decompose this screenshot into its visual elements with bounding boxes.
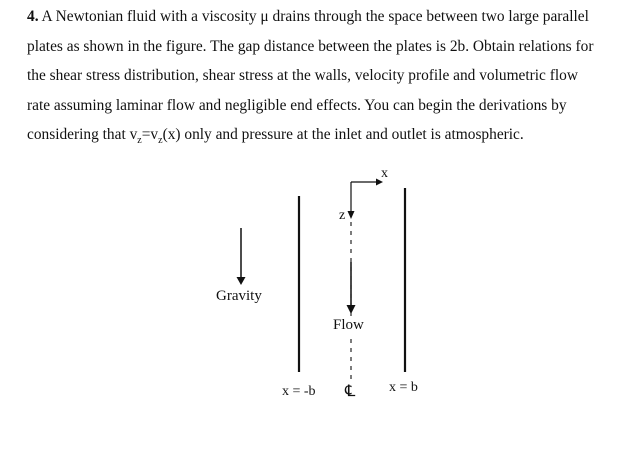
- x-axis-label: x: [381, 166, 388, 181]
- flow-arrow: [347, 262, 356, 314]
- problem-number: 4.: [27, 8, 39, 25]
- z-axis-arrow: [348, 182, 355, 219]
- gravity-label: Gravity: [216, 288, 262, 304]
- problem-line-1: 4. A Newtonian fluid with a viscosity μ drains through the space between two large parallel: [27, 8, 589, 25]
- problem-line-4: rate assuming laminar flow and negligible end effects. You can begin the derivations by: [27, 96, 567, 114]
- centerline-symbol: ℄: [345, 383, 356, 400]
- flow-label: Flow: [333, 317, 364, 333]
- problem-line-2: plates as shown in the figure. The gap distance between the plates is 2b. Obtain relations for: [27, 37, 594, 55]
- gravity-arrow: [237, 228, 246, 285]
- x-axis-arrow: [351, 179, 383, 186]
- left-plate-label: x = -b: [282, 384, 316, 399]
- right-plate-label: x = b: [389, 380, 418, 395]
- problem-line-3: the shear stress distribution, shear stress at the walls, velocity profile and volumetric flow: [27, 67, 578, 84]
- problem-line-5: considering that $v_z=v_z(x)$ only and pressure at the inlet and outlet is atmospheric.: [27, 126, 524, 147]
- z-axis-label: z: [339, 208, 346, 223]
